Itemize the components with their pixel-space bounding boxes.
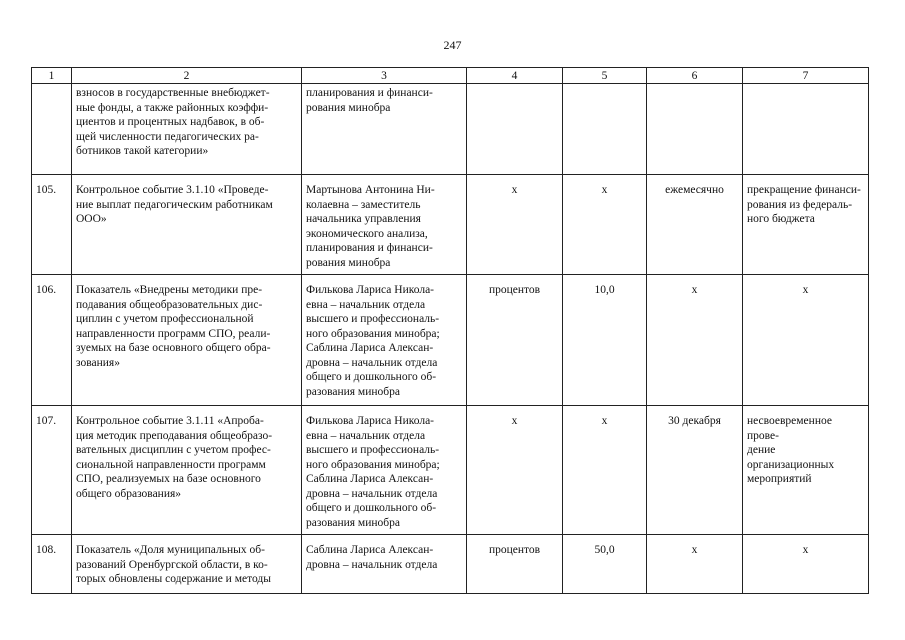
column-header: 4 [467,68,563,84]
row-responsible: Филькова Лариса Никола- евна – начальник отдела высшего и профессиональ- ного образования минобра; Саблина Лариса Алексан- дровна – начальник отдела общего и дошкольного об- разования минобра [302,406,467,535]
row-value [563,84,647,175]
row-responsible: Филькова Лариса Никола- евна – начальник отдела высшего и профессиональ- ного образования минобра; Саблина Лариса Алексан- дровна – начальник отдела общего и дошкольного об- разования минобра [302,275,467,406]
table-row [32,175,869,275]
row-description: Показатель «Доля муниципальных об- разований Оренбургской области, в ко- торых обновлены содержание и методы [72,535,302,594]
row-period: 30 декабря [647,406,743,535]
column-header: 1 [32,68,72,84]
header-row [32,68,869,84]
table-row [32,406,869,535]
column-header: 2 [72,68,302,84]
column-header: 7 [743,68,869,84]
row-description: Контрольное событие 3.1.11 «Апроба- ция методик преподавания общеобразо- вательных дисциплин с учетом профес- сиональной направленности программ СПО, реализуемых на базе основного общего образования» [72,406,302,535]
row-period: х [647,275,743,406]
row-risk [743,84,869,175]
row-risk: х [743,535,869,594]
row-unit: процентов [467,275,563,406]
column-header: 6 [647,68,743,84]
row-risk: х [743,275,869,406]
table-row [32,84,869,175]
row-value: 10,0 [563,275,647,406]
row-number: 105. [32,175,72,275]
row-period: х [647,535,743,594]
row-unit: х [467,406,563,535]
row-number: 107. [32,406,72,535]
row-responsible: Саблина Лариса Алексан- дровна – начальник отдела [302,535,467,594]
row-responsible: планирования и финанси- рования минобра [302,84,467,175]
row-value: х [563,406,647,535]
row-unit: процентов [467,535,563,594]
row-value: 50,0 [563,535,647,594]
table-row [32,535,869,594]
row-unit [467,84,563,175]
row-risk: несвоевременное прове- дение организационных мероприятий [743,406,869,535]
row-responsible: Мартынова Антонина Ни- колаевна – заместитель начальника управления экономического анализа, планирования и финанси- рования минобра [302,175,467,275]
row-number [32,84,72,175]
column-header: 5 [563,68,647,84]
row-number: 108. [32,535,72,594]
row-risk: прекращение финанси- рования из федераль- ного бюджета [743,175,869,275]
row-value: х [563,175,647,275]
document-table [31,67,869,594]
page-number: 247 [443,38,462,52]
row-description: Контрольное событие 3.1.10 «Проведе- ние выплат педагогическим работникам ООО» [72,175,302,275]
row-description: взносов в государственные внебюджет- ные фонды, а также районных коэффи- циентов и процентных надбавок, в об- щей численности педагогических ра- ботников такой категории» [72,84,302,175]
row-period: ежемесячно [647,175,743,275]
row-unit: х [467,175,563,275]
row-number: 106. [32,275,72,406]
table-row [32,275,869,406]
column-header: 3 [302,68,467,84]
row-period [647,84,743,175]
row-description: Показатель «Внедрены методики пре- подавания общеобразовательных дис- циплин с учетом профессиональной направленности программ СПО, реали- зуемых на базе основного общего обра- зования» [72,275,302,406]
